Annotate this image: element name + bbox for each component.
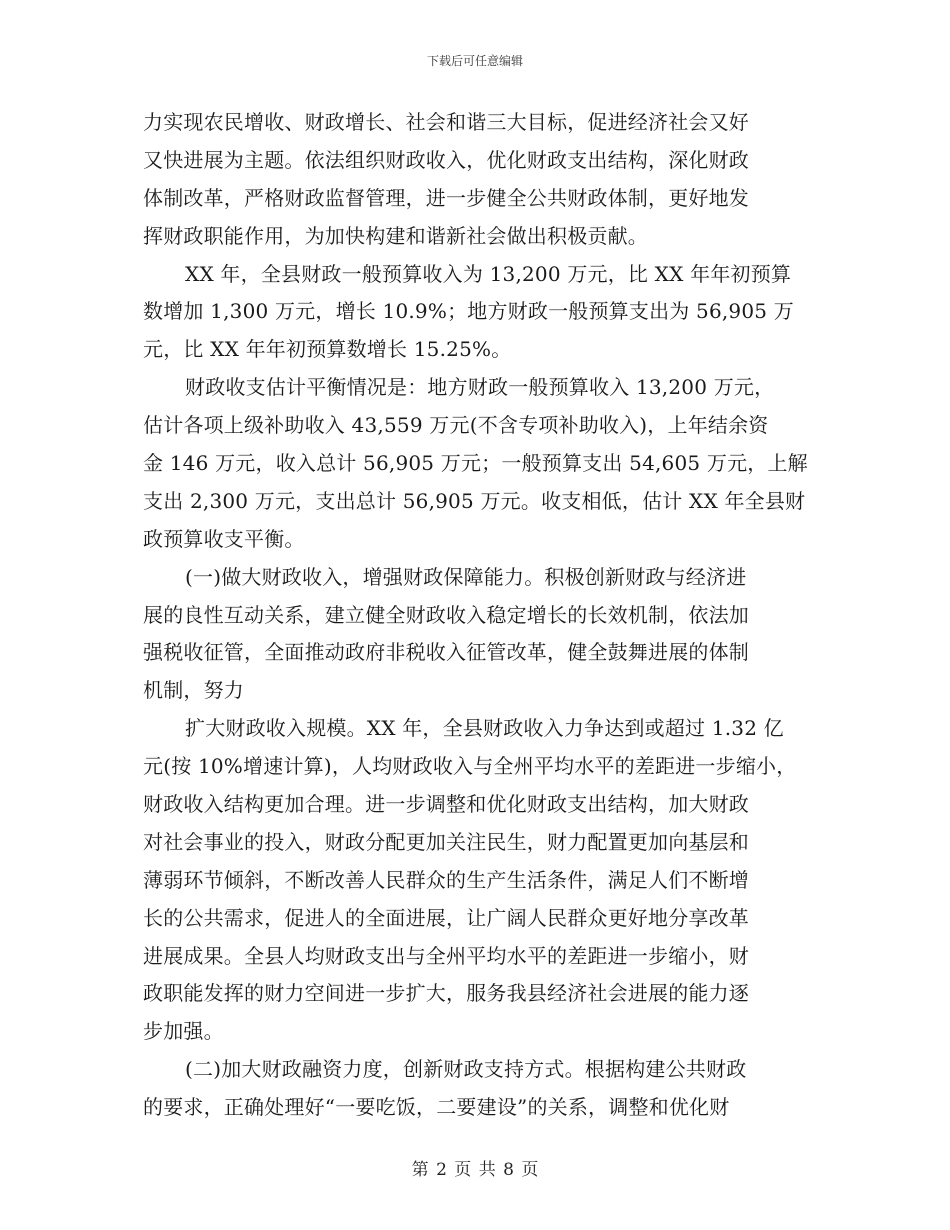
text-line: 元，比 XX 年年初预算数增长 15.25%。 <box>143 337 512 362</box>
text-line: 的要求，正确处理好“一要吃饭，二要建设”的关系，调整和优化财 <box>143 1095 730 1120</box>
text-line: 强税收征管，全面推动政府非税收入征管改革，健全鼓舞进展的体制 <box>143 640 749 665</box>
text-line: 金 146 万元，收入总计 56,905 万元；一般预算支出 54,605 万元，上解 <box>143 451 808 476</box>
text-line: 进展成果。全县人均财政支出与全州平均水平的差距进一步缩小，财 <box>143 943 749 968</box>
text-line: 支出 2,300 万元，支出总计 56,905 万元。收支相低，估计 XX 年全县财 <box>143 488 806 513</box>
text-line: 财政收入结构更加合理。进一步调整和优化财政支出结构，加大财政 <box>143 792 749 817</box>
text-line: 扩大财政收入规模。XX 年，全县财政收入力争达到或超过 1.32 亿 <box>185 716 784 741</box>
text-line: 挥财政职能作用，为加快构建和谐新社会做出积极贡献。 <box>143 223 648 248</box>
text-line: 又快进展为主题。依法组织财政收入，优化财政支出结构，深化财政 <box>143 147 749 172</box>
text-line: 数增加 1,300 万元，增长 10.9%；地方财政一般预算支出为 56,905 万 <box>143 299 794 324</box>
text-line: 政预算收支平衡。 <box>143 526 305 551</box>
text-line: 元(按 10%增速计算)，人均财政收入与全州平均水平的差距进一步缩小， <box>143 754 797 779</box>
text-line: 对社会事业的投入，财政分配更加关注民生，财力配置更加向基层和 <box>143 829 749 854</box>
text-line: 估计各项上级补助收入 43,559 万元(不含专项补助收入)，上年结余资 <box>143 413 769 438</box>
document-body <box>143 104 823 1127</box>
page-number-footer: 第 2 页 共 8 页 <box>411 1160 539 1180</box>
text-line: 展的良性互动关系，建立健全财政收入稳定增长的长效机制，依法加 <box>143 602 749 627</box>
text-line: 长的公共需求，促进人的全面进展，让广阔人民群众更好地分享改革 <box>143 905 749 930</box>
text-line: 机制，努力 <box>143 678 244 703</box>
text-line: (二)加大财政融资力度，创新财政支持方式。根据构建公共财政 <box>185 1057 747 1082</box>
text-line: 体制改革，严格财政监督管理，进一步健全公共财政体制，更好地发 <box>143 185 749 210</box>
text-line: (一)做大财政收入，增强财政保障能力。积极创新财政与经济进 <box>185 564 747 589</box>
text-line: 薄弱环节倾斜，不断改善人民群众的生产生活条件，满足人们不断增 <box>143 867 749 892</box>
page-header-note: 下载后可任意编辑 <box>426 54 523 68</box>
text-line: 力实现农民增收、财政增长、社会和谐三大目标，促进经济社会又好 <box>143 110 749 134</box>
text-line: XX 年，全县财政一般预算收入为 13,200 万元，比 XX 年年初预算 <box>185 261 792 286</box>
text-line: 政职能发挥的财力空间进一步扩大，服务我县经济社会进展的能力逐 <box>143 981 749 1006</box>
text-line: 财政收支估计平衡情况是：地方财政一般预算收入 13,200 万元， <box>185 375 775 400</box>
text-line: 步加强。 <box>143 1019 224 1044</box>
